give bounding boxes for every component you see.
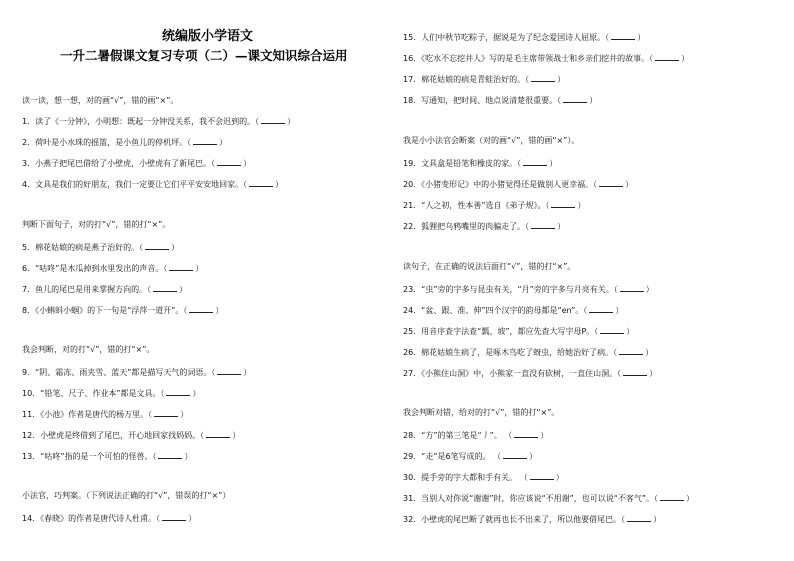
closing-paren: ） bbox=[540, 431, 549, 440]
page-subtitle: 一升二暑假课文复习专项（二）—课文知识综合运用 bbox=[60, 48, 348, 63]
question-text: 23．“虫”旁的字多与昆虫有关，“月”旁的字多与月亮有关。（ bbox=[403, 285, 618, 294]
answer-blank[interactable] bbox=[531, 72, 555, 82]
closing-paren: ） bbox=[625, 180, 634, 189]
question-text: 12．小壁虎是终借到了尾巴，开心地回家找妈妈。（ bbox=[22, 431, 205, 440]
question-text: 17．棉花姑娘的病是青蛙治好的。（ bbox=[403, 75, 530, 84]
closing-paren: ） bbox=[589, 96, 598, 105]
closing-paren: ） bbox=[637, 33, 646, 42]
question-item bbox=[403, 93, 597, 106]
section-instruction bbox=[22, 490, 230, 501]
question-item bbox=[403, 198, 585, 211]
question-text: 21．“人之初，性本善”选自《弟子规》。（ bbox=[403, 201, 550, 210]
answer-blank[interactable] bbox=[249, 177, 273, 187]
question-text: 31．当别人对你说“谢谢”时，你应该说“不用谢”，也可以说“不客气”。（ bbox=[403, 494, 659, 503]
answer-blank[interactable] bbox=[660, 491, 684, 501]
question-text: 9．“阴、霜冻、雨夹雪、蓝天”都是描写天气的词语。（ bbox=[22, 368, 216, 377]
question-item bbox=[22, 365, 251, 378]
closing-paren: ） bbox=[555, 473, 564, 482]
answer-blank[interactable] bbox=[611, 30, 635, 40]
section-instruction bbox=[403, 135, 579, 146]
answer-blank[interactable] bbox=[158, 449, 182, 459]
answer-blank[interactable] bbox=[655, 51, 679, 61]
closing-paren: ） bbox=[188, 514, 197, 523]
closing-paren: ） bbox=[557, 75, 566, 84]
closing-paren: ） bbox=[557, 222, 566, 231]
question-item bbox=[403, 51, 689, 64]
question-text: 16．《吃水不忘挖井人》写的是毛主席带领战士和乡亲们挖井的故事。（ bbox=[403, 54, 654, 63]
question-item bbox=[403, 345, 653, 358]
closing-paren: ） bbox=[215, 306, 224, 315]
closing-paren: ） bbox=[180, 410, 189, 419]
closing-paren: ） bbox=[287, 117, 296, 126]
instruction-text: 小法官，巧判案。（下列说法正确的打“√”，错误的打“×”） bbox=[22, 491, 231, 500]
answer-blank[interactable] bbox=[620, 282, 644, 292]
answer-blank[interactable] bbox=[551, 198, 575, 208]
question-item bbox=[22, 428, 240, 441]
question-item bbox=[22, 114, 295, 127]
question-text: 24．“盆、跟、准、伸”四个汉字的韵母都是“en”。（ bbox=[403, 306, 588, 315]
closing-paren: ） bbox=[645, 285, 654, 294]
question-text: 14．《春晓》的作者是唐代诗人杜甫。（ bbox=[22, 514, 161, 523]
question-text: 1．读了《一分钟》，小明想：既起一分钟没关系，我不会迟到的。（ bbox=[22, 117, 260, 126]
answer-blank[interactable] bbox=[153, 282, 177, 292]
answer-blank[interactable] bbox=[166, 386, 190, 396]
question-text: 27．《小熊住山洞》中，小熊家一直没有砍树，一直住山洞。（ bbox=[403, 369, 622, 378]
answer-blank[interactable] bbox=[523, 156, 547, 166]
closing-paren: ） bbox=[686, 494, 695, 503]
question-text: 22．狐狸把乌鸦嘴里的肉骗走了。（ bbox=[403, 222, 530, 231]
answer-blank[interactable] bbox=[600, 324, 624, 334]
answer-blank[interactable] bbox=[189, 303, 213, 313]
question-item bbox=[22, 511, 196, 524]
section-instruction bbox=[22, 344, 154, 355]
closing-paren: ） bbox=[615, 306, 624, 315]
closing-paren: ） bbox=[529, 452, 538, 461]
question-text: 26．棉花姑娘生病了，是啄木鸟吃了蚜虫，给她治好了病。（ bbox=[403, 348, 618, 357]
question-text: 25．用音序查字法查“瓢、坡”，都应先查大写字母P。（ bbox=[403, 327, 599, 336]
question-text: 5．棉花姑娘的病是燕子治好的。（ bbox=[22, 243, 144, 252]
instruction-text: 我是小小法官会断案（对的画“√”，错的画“×”）。 bbox=[403, 136, 580, 145]
answer-blank[interactable] bbox=[531, 219, 555, 229]
instruction-text: 读一读，想一想，对的画“√”，错的画“×”。 bbox=[22, 96, 179, 105]
question-text: 11．《小池》作者是唐代的杨万里。（ bbox=[22, 410, 153, 419]
question-text: 18．写通知，把时间、地点说清楚很重要。（ bbox=[403, 96, 562, 105]
question-item bbox=[403, 219, 565, 232]
question-item bbox=[403, 156, 557, 169]
question-item bbox=[403, 470, 564, 483]
answer-blank[interactable] bbox=[619, 345, 643, 355]
question-item bbox=[22, 156, 251, 169]
instruction-text: 读句子，在正确的说法后面打“√”，错的打“×”。 bbox=[403, 262, 576, 271]
question-text: 3．小燕子把尾巴借给了小壁虎，小壁虎有了新尾巴。（ bbox=[22, 159, 216, 168]
question-text: 30．提手旁的字大都和手有关。 （ bbox=[403, 473, 528, 482]
question-text: 29．“走”是6笔写成的。 （ bbox=[403, 452, 502, 461]
answer-blank[interactable] bbox=[623, 366, 647, 376]
closing-paren: ） bbox=[192, 389, 201, 398]
question-text: 4．文具是我们的好朋友，我们一定要让它们平平安安地回家。（ bbox=[22, 180, 248, 189]
answer-blank[interactable] bbox=[514, 428, 538, 438]
closing-paren: ） bbox=[232, 431, 241, 440]
question-item bbox=[22, 303, 223, 316]
closing-paren: ） bbox=[645, 348, 654, 357]
closing-paren: ） bbox=[653, 515, 662, 524]
question-item bbox=[403, 282, 654, 295]
question-text: 20．《小猪变形记》中的小猪觉得还是做别人更幸福。（ bbox=[403, 180, 598, 189]
question-item bbox=[22, 386, 200, 399]
closing-paren: ） bbox=[195, 264, 204, 273]
closing-paren: ） bbox=[243, 159, 252, 168]
answer-blank[interactable] bbox=[563, 93, 587, 103]
question-item bbox=[22, 407, 188, 420]
question-text: 7．鱼儿的尾巴是用来掌握方向的。（ bbox=[22, 285, 152, 294]
closing-paren: ） bbox=[243, 368, 252, 377]
right-column bbox=[403, 0, 783, 561]
closing-paren: ） bbox=[184, 452, 193, 461]
answer-blank[interactable] bbox=[627, 512, 651, 522]
question-text: 10．“铅笔、尺子、作业本”都是文具。（ bbox=[22, 389, 165, 398]
answer-blank[interactable] bbox=[145, 240, 169, 250]
question-item bbox=[22, 282, 187, 295]
closing-paren: ） bbox=[219, 138, 228, 147]
answer-blank[interactable] bbox=[589, 303, 613, 313]
question-text: 19．文具盒是铅笔和橡皮的家。（ bbox=[403, 159, 522, 168]
section-instruction bbox=[22, 95, 178, 106]
answer-blank[interactable] bbox=[261, 114, 285, 124]
answer-blank[interactable] bbox=[169, 261, 193, 271]
closing-paren: ） bbox=[179, 285, 188, 294]
question-item bbox=[403, 324, 634, 337]
answer-blank[interactable] bbox=[530, 470, 554, 480]
question-item bbox=[403, 449, 537, 462]
question-item bbox=[403, 177, 633, 190]
question-text: 8．《小蝌蚪小蝈》的下一句是“浮萍一道开”。（ bbox=[22, 306, 188, 315]
answer-blank[interactable] bbox=[503, 449, 527, 459]
closing-paren: ） bbox=[577, 201, 586, 210]
question-text: 6．“咕咚”是木瓜掉到水里发出的声音。（ bbox=[22, 264, 168, 273]
question-item bbox=[22, 261, 203, 274]
question-item bbox=[22, 240, 179, 253]
instruction-text: 我会判断，对的打“√”，错的打“×”。 bbox=[22, 345, 155, 354]
section-instruction bbox=[403, 407, 559, 418]
question-item bbox=[403, 72, 565, 85]
question-text: 13．“咕咚”指的是一个可怕的怪兽。（ bbox=[22, 452, 157, 461]
question-item bbox=[22, 449, 192, 462]
question-text: 32．小壁虎的尾巴断了就再也长不出来了，所以他要借尾巴。（ bbox=[403, 515, 626, 524]
instruction-text: 我会判断对错，给对的打“√”，错的打“×”。 bbox=[403, 408, 560, 417]
answer-blank[interactable] bbox=[193, 135, 217, 145]
closing-paren: ） bbox=[171, 243, 180, 252]
question-item bbox=[403, 491, 694, 504]
answer-blank[interactable] bbox=[599, 177, 623, 187]
question-item bbox=[403, 366, 657, 379]
question-item bbox=[22, 177, 283, 190]
answer-blank[interactable] bbox=[154, 407, 178, 417]
question-item bbox=[403, 30, 645, 43]
question-item bbox=[22, 135, 227, 148]
closing-paren: ） bbox=[649, 369, 658, 378]
answer-blank[interactable] bbox=[217, 156, 241, 166]
section-instruction bbox=[403, 261, 575, 272]
question-text: 15．人们中秋节吃粽子，据说是为了纪念爱国诗人屈原。（ bbox=[403, 33, 610, 42]
question-text: 2．荷叶是小水珠的摇篮，是小鱼儿的停机坪。（ bbox=[22, 138, 192, 147]
question-text: 28．“方”的第三笔是“丿”。 （ bbox=[403, 431, 513, 440]
closing-paren: ） bbox=[549, 159, 558, 168]
section-instruction bbox=[22, 219, 170, 230]
instruction-text: 判断下面句子，对的打“√”，错的打“×”。 bbox=[22, 220, 171, 229]
closing-paren: ） bbox=[626, 327, 635, 336]
closing-paren: ） bbox=[681, 54, 690, 63]
answer-blank[interactable] bbox=[162, 511, 186, 521]
question-item bbox=[403, 512, 661, 525]
closing-paren: ） bbox=[275, 180, 284, 189]
question-item bbox=[403, 428, 548, 441]
answer-blank[interactable] bbox=[206, 428, 230, 438]
page-title: 统编版小学语文 bbox=[162, 29, 254, 44]
answer-blank[interactable] bbox=[217, 365, 241, 375]
question-item bbox=[403, 303, 623, 316]
left-column bbox=[22, 0, 402, 561]
